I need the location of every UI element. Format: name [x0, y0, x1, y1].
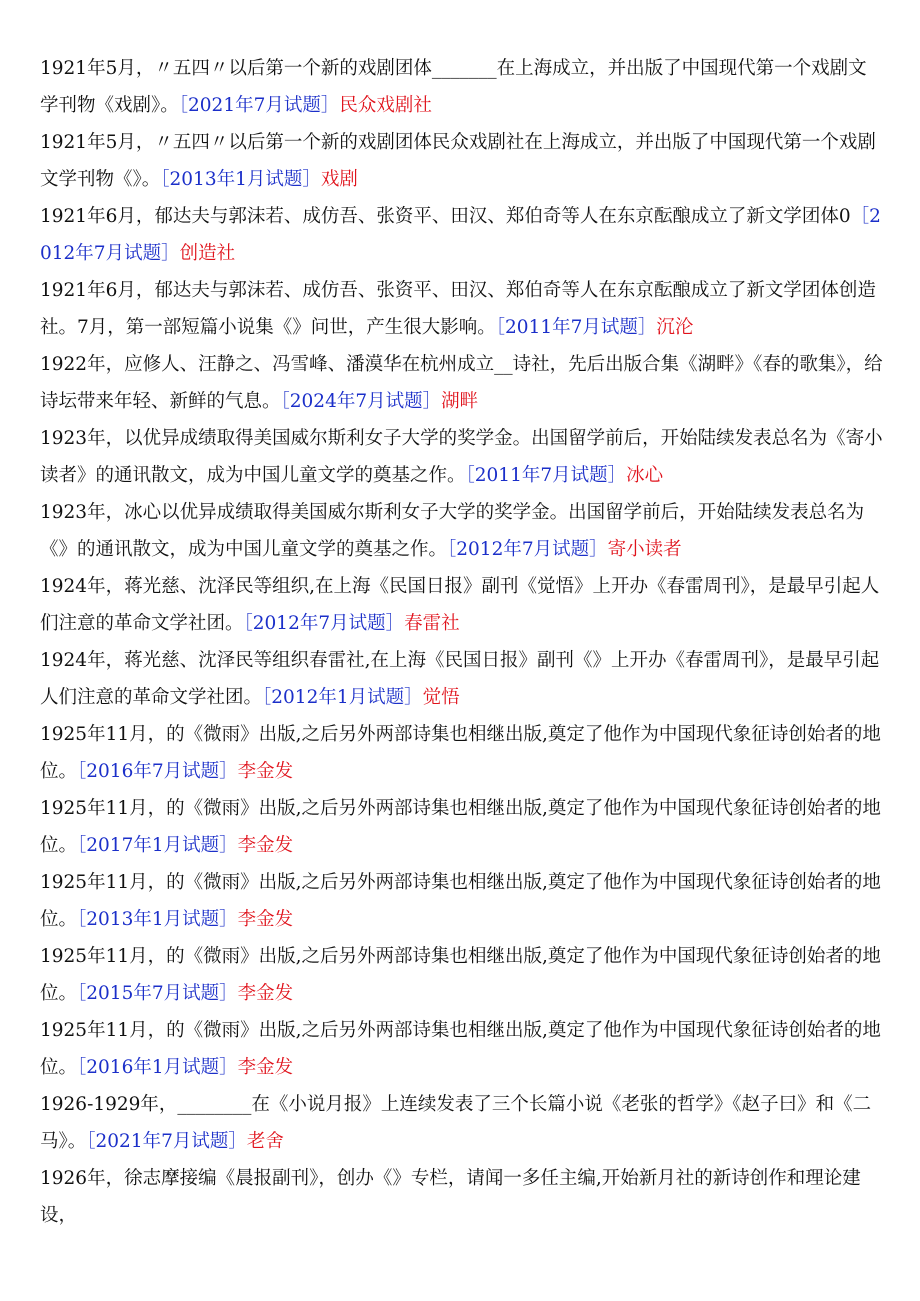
answer-text: 觉悟: [422, 687, 460, 708]
question-entry: [40, 50, 885, 124]
answer-text: 李金发: [237, 983, 294, 1004]
question-entry: [40, 1012, 885, 1086]
answer-text: 李金发: [237, 1057, 294, 1078]
exam-tag: ［2012年1月试题］: [262, 687, 423, 708]
exam-tag: ［2012年7月试题］: [40, 206, 881, 264]
exam-tag: ［2011年7月试题］: [465, 465, 627, 486]
question-text: 1921年6月，郁达夫与郭沫若、成仿吾、张资平、田汉、郑伯奇等人在东京酝酿成立了新文学团体0: [40, 206, 851, 227]
question-text: 1924年，蒋光慈、沈泽民等组织,在上海《民国日报》副刊《觉悟》上开办《春雷周刊》，是最早引起人们注意的革命文学社团。: [40, 576, 880, 634]
exam-tag: ［2016年7月试题］: [77, 761, 238, 782]
question-entry: [40, 346, 885, 420]
question-entry: [40, 642, 885, 716]
exam-tag: ［2012年7月试题］: [447, 539, 608, 560]
exam-tag: ［2015年7月试题］: [77, 983, 238, 1004]
answer-text: 寄小读者: [607, 539, 682, 560]
answer-text: 戏剧: [320, 169, 358, 190]
exam-tag: ［2013年1月试题］: [160, 169, 321, 190]
exam-tag: ［2012年7月试题］: [243, 613, 405, 634]
question-entry: [40, 1160, 885, 1234]
question-text: 1921年6月，郁达夫与郭沫若、成仿吾、张资平、田汉、郑伯奇等人在东京酝酿成立了新文学团体创造社。7月，第一部短篇小说集《》问世，产生很大影响。: [40, 280, 876, 338]
question-text: 1922年，应修人、汪静之、冯雪峰、潘漠华在杭州成立__诗社，先后出版合集《湖畔》《春的歌集》，给诗坛带来年轻、新鲜的气息。: [40, 354, 883, 412]
answer-text: 民众戏剧社: [339, 95, 432, 116]
question-text: 1921年5月，〃五四〃以后第一个新的戏剧团体民众戏剧社在上海成立，并出版了中国现代第一个戏剧文学刊物《》。: [40, 132, 876, 190]
question-text: 1925年11月，的《微雨》出版,之后另外两部诗集也相继出版,奠定了他作为中国现代象征诗创始者的地位。: [40, 946, 881, 1004]
answer-text: 李金发: [237, 761, 294, 782]
question-entry: [40, 568, 885, 642]
answer-text: 李金发: [237, 909, 294, 930]
question-entry: [40, 790, 885, 864]
exam-tag: ［2017年1月试题］: [77, 835, 238, 856]
question-entry: [40, 420, 885, 494]
exam-tag: ［2011年7月试题］: [495, 317, 657, 338]
answer-text: 沉沦: [656, 317, 694, 338]
exam-tag: ［2016年1月试题］: [77, 1057, 238, 1078]
exam-tag: ［2021年7月试题］: [178, 95, 340, 116]
question-text: 1925年11月，的《微雨》出版,之后另外两部诗集也相继出版,奠定了他作为中国现代象征诗创始者的地位。: [40, 798, 881, 856]
question-text: 1924年，蒋光慈、沈泽民等组织春雷社,在上海《民国日报》副刊《》上开办《春雷周刊》，是最早引起人们注意的革命文学社团。: [40, 650, 880, 708]
question-text: 1921年5月，〃五四〃以后第一个新的戏剧团体_______在上海成立，并出版了中国现代第一个戏剧文学刊物《戏剧》。: [40, 58, 867, 116]
question-entry: [40, 198, 885, 272]
exam-tag: ［2013年1月试题］: [77, 909, 238, 930]
question-text: 1925年11月，的《微雨》出版,之后另外两部诗集也相继出版,奠定了他作为中国现代象征诗创始者的地位。: [40, 872, 881, 930]
question-entry: [40, 938, 885, 1012]
question-text: 1923年，冰心以优异成绩取得美国威尔斯利女子大学的奖学金。出国留学前后，开始陆续发表总名为《》的通讯散文，成为中国儿童文学的奠基之作。: [40, 502, 865, 560]
question-entry: [40, 864, 885, 938]
question-text: 1925年11月，的《微雨》出版,之后另外两部诗集也相继出版,奠定了他作为中国现代象征诗创始者的地位。: [40, 1020, 881, 1078]
question-entry: [40, 494, 885, 568]
question-text: 1923年，以优异成绩取得美国威尔斯利女子大学的奖学金。出国留学前后，开始陆续发表总名为《寄小读者》的通讯散文，成为中国儿童文学的奠基之作。: [40, 428, 883, 486]
answer-text: 冰心: [626, 465, 664, 486]
answer-text: 创造社: [179, 243, 236, 264]
question-entry: [40, 1086, 885, 1160]
question-entry: [40, 124, 885, 198]
question-text: 1926-1929年，________在《小说月报》上连续发表了三个长篇小说《老张的哲学》《赵子曰》和《二马》。: [40, 1094, 872, 1152]
answer-text: 老舍: [246, 1131, 284, 1152]
answer-text: 湖畔: [441, 391, 479, 412]
exam-tag: ［2021年7月试题］: [86, 1131, 247, 1152]
question-entry: [40, 272, 885, 346]
answer-text: 李金发: [237, 835, 294, 856]
exam-tag: ［2024年7月试题］: [280, 391, 442, 412]
question-text: 1926年，徐志摩接编《晨报副刊》，创办《》专栏，请闻一多任主编,开始新月社的新诗创作和理论建设，: [40, 1168, 861, 1226]
document-body: [40, 50, 885, 1234]
question-text: 1925年11月，的《微雨》出版,之后另外两部诗集也相继出版,奠定了他作为中国现代象征诗创始者的地位。: [40, 724, 881, 782]
question-entry: [40, 716, 885, 790]
answer-text: 春雷社: [404, 613, 460, 634]
